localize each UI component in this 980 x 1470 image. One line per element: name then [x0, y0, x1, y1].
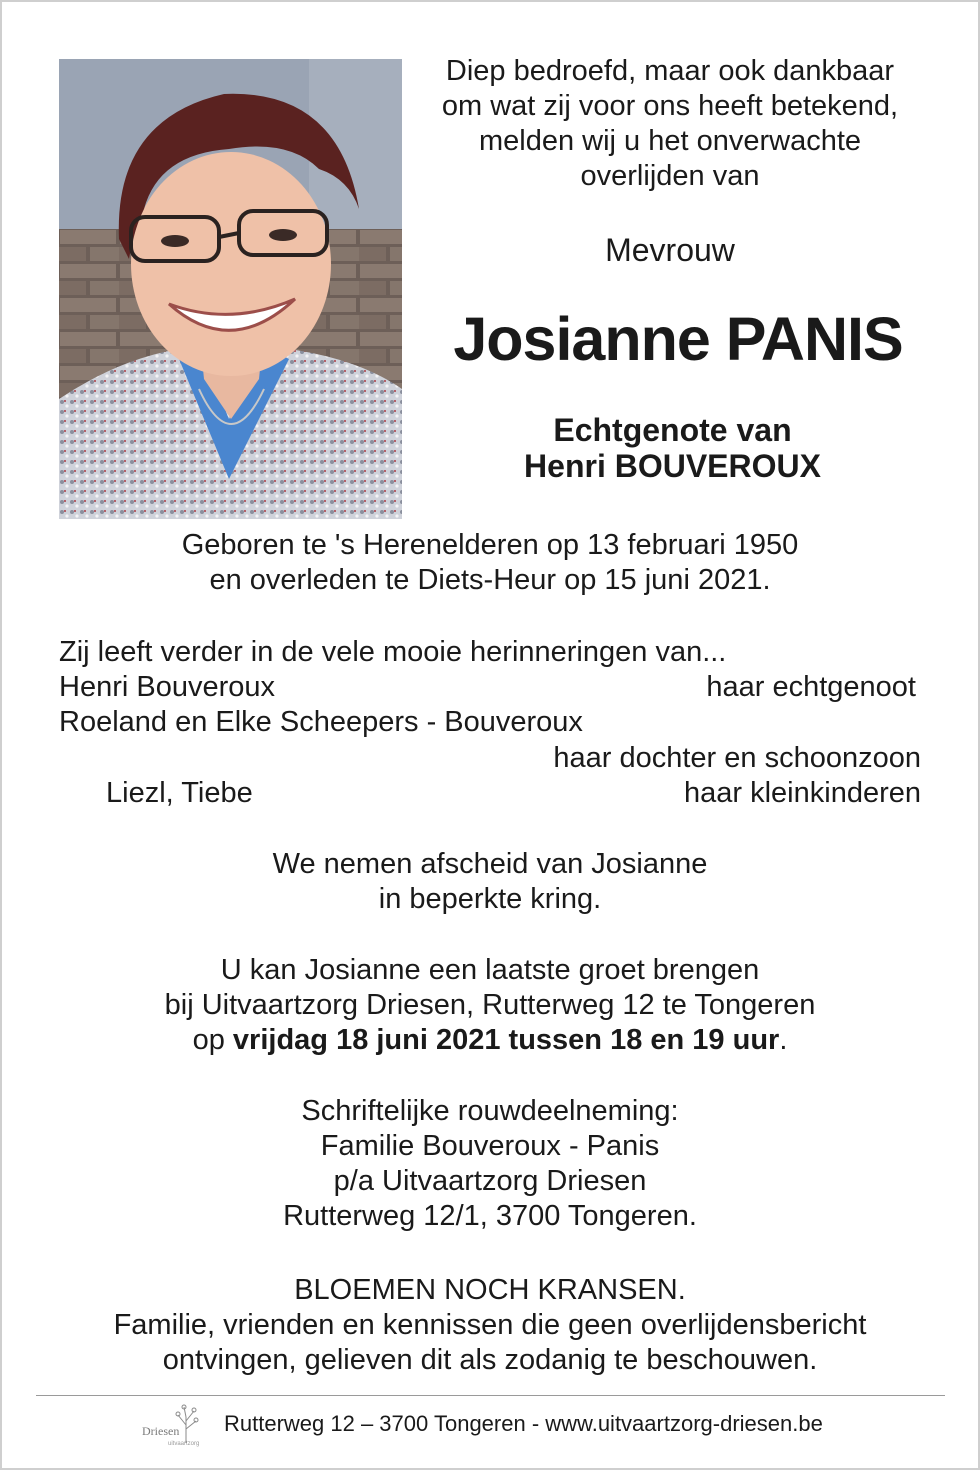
life-dates	[0, 528, 980, 598]
condolence-line: Schriftelijke rouwdeelneming:	[301, 1095, 679, 1127]
farewell-line: We nemen afscheid van Josianne	[272, 848, 708, 880]
condolence-line: p/a Uitvaartzorg Driesen	[333, 1165, 647, 1197]
driesen-logo	[140, 1403, 206, 1447]
intro-line: om wat zij voor ons heeft betekend,	[441, 90, 899, 122]
relative-name: Roeland en Elke Scheepers - Bouveroux	[59, 706, 583, 738]
intro-text	[410, 54, 930, 194]
intro-line: overlijden van	[580, 160, 760, 192]
relatives-heading: Zij leeft verder in de vele mooie herinneringen van...	[59, 636, 727, 668]
portrait-photo	[59, 59, 402, 519]
condolence-line: Rutterweg 12/1, 3700 Tongeren.	[283, 1200, 697, 1232]
condolence-line: Familie Bouveroux - Panis	[320, 1130, 660, 1162]
visit-prefix: op	[192, 1024, 233, 1056]
relative-relation: haar dochter en schoonzoon	[553, 742, 921, 774]
flowers-line: Familie, vrienden en kennissen die geen overlijdensbericht	[113, 1309, 867, 1341]
spouse-line: Henri BOUVEROUX	[524, 448, 821, 484]
flowers-line: ontvingen, gelieven dit als zodanig te beschouwen.	[162, 1344, 818, 1376]
logo-text: Driesen	[142, 1424, 180, 1438]
relative-name: Liezl, Tiebe	[106, 777, 253, 809]
flowers-notice	[0, 1273, 980, 1378]
intro-line: melden wij u het onverwachte	[478, 125, 862, 157]
logo-subtext: uitvaartzorg	[168, 1441, 200, 1447]
visit-line: bij Uitvaartzorg Driesen, Rutterweg 12 te Tongeren	[164, 989, 816, 1021]
relative-name: Henri Bouveroux	[59, 671, 275, 703]
visit-line	[0, 1023, 980, 1058]
footer-contact: Rutterweg 12 – 3700 Tongeren - www.uitvaartzorg-driesen.be	[224, 1411, 823, 1436]
condolence-address	[0, 1094, 980, 1234]
birth-line: Geboren te 's Herenelderen op 13 februari 1950	[181, 529, 799, 561]
visit-text	[0, 953, 980, 1058]
deceased-name: Josianne PANIS	[453, 305, 903, 373]
visit-datetime: vrijdag 18 juni 2021 tussen 18 en 19 uur	[232, 1024, 780, 1056]
death-line: en overleden te Diets-Heur op 15 juni 2021.	[209, 564, 771, 596]
farewell-line: in beperkte kring.	[378, 883, 602, 915]
spouse-line: Echtgenote van	[553, 412, 792, 448]
visit-suffix: .	[779, 1024, 788, 1056]
title-prefix: Mevrouw	[605, 232, 735, 268]
flowers-line: BLOEMEN NOCH KRANSEN.	[294, 1274, 686, 1306]
intro-line: Diep bedroefd, maar ook dankbaar	[445, 55, 895, 87]
farewell-text	[0, 847, 980, 917]
spouse-block	[410, 412, 935, 484]
visit-line: U kan Josianne een laatste groet brengen	[220, 954, 760, 986]
relative-relation: haar echtgenoot	[706, 671, 916, 703]
footer-divider	[36, 1395, 945, 1396]
relative-relation: haar kleinkinderen	[684, 777, 921, 809]
